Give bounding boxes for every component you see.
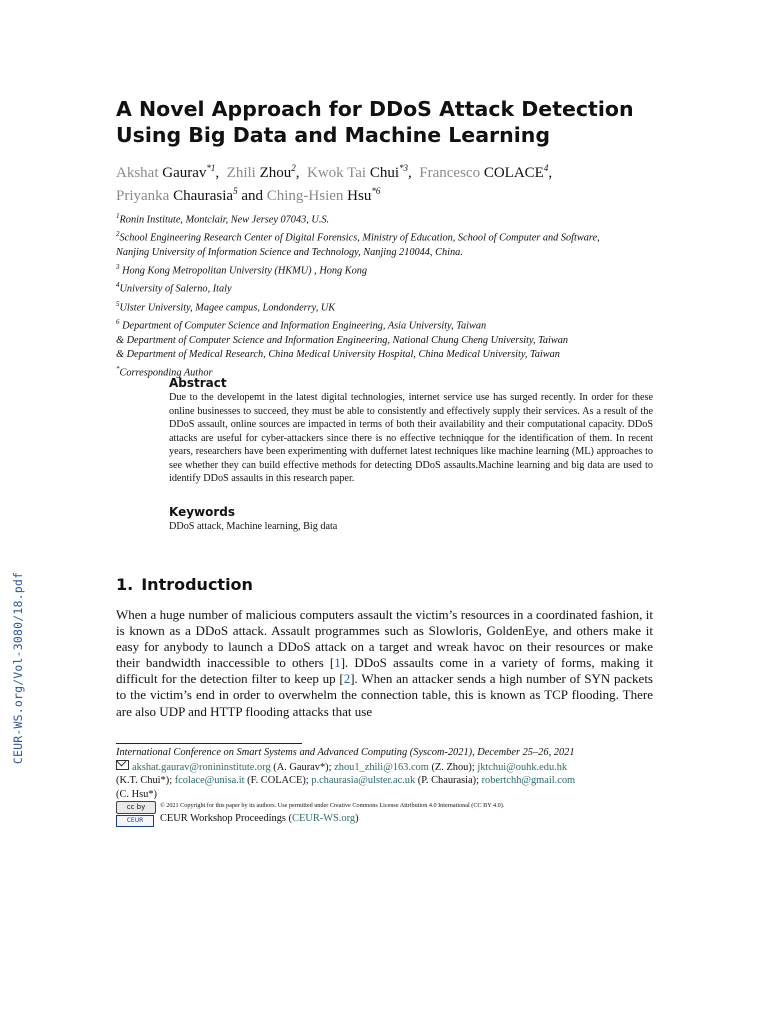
abstract-text: Due to the developemt in the latest digital technologies, internet service use has surged recently. In order for these online businesses to succeed, they must be able to consistently and effectively supply their services. As a result of the DDoS assault, online sources are impacted in terms of both their availability and their computational capacity. DDoS attacks are useful for cyber-attackers since there is no effective techniqque for the identification of them. In recent years, researchers have been experimenting with duffernet latest techniques like machine learning (ML) approaches to see whether they can build effective methods for detecting DDoS assaults.Machine learning and big data are used to identify DDoS assaults in this research paper. bbox=[169, 392, 653, 484]
affiliation: $^6$ Department of Computer Science and Information Engineering, Asia University, Taiwan bbox=[116, 318, 487, 332]
author: Kwok Tai Chui$^{*3}$ bbox=[307, 163, 409, 181]
affiliation: $^2$School Engineering Research Center of Digital Forensics, Ministry of Education, School of Computer and Software, bbox=[116, 230, 600, 244]
introduction-paragraph: When a huge number of malicious computers assault the victim’s resources in a coordinated fashion, it is known as a DDoS attack. Assault programmes such as Slowloris, GoldenEye, and others make it easy for anybody to launch a DDoS attack on a target and wreak havoc on their resources or make their bandwidth inaccessible to others [1]. DDoS assaults come in a variety of forms, making it difficult for the detection filter to keep up [2]. When an attacker sends a high number of SYN packets to the victim’s end in order to overwhelm the connection table, this is known as TCP flooding. There are also UDP and HTTP flooding attacks that use bbox=[116, 607, 653, 719]
proceedings-text: CEUR Workshop Proceedings (CEUR-WS.org) bbox=[160, 813, 359, 824]
conference-note: International Conference on Smart Systems and Advanced Computing (Syscom-2021), December 25–26, 2021 bbox=[116, 747, 575, 758]
author-conjunction: and bbox=[241, 187, 263, 204]
footnote-divider bbox=[116, 743, 302, 744]
email-link[interactable]: zhou1_zhili@163.com bbox=[334, 761, 429, 773]
cc-license-icon[interactable]: cc by bbox=[116, 801, 156, 814]
author: Priyanka Chaurasia$^5$ bbox=[116, 185, 238, 204]
affiliation: $^1$Ronin Institute, Montclair, New Jersey 07043, U.S. bbox=[116, 212, 330, 226]
section-heading-introduction bbox=[116, 575, 253, 595]
abstract-block bbox=[169, 376, 653, 486]
affiliation: & Department of Computer Science and Information Engineering, National Chung Cheng University, Taiwan bbox=[116, 334, 569, 346]
author: Francesco COLACE$^4$ bbox=[419, 163, 549, 181]
keywords-heading: Keywords bbox=[169, 505, 236, 519]
envelope-icon bbox=[116, 760, 129, 770]
affiliation: $^4$University of Salerno, Italy bbox=[116, 281, 232, 295]
citation-link[interactable]: 1 bbox=[334, 655, 341, 671]
section-title: Introduction bbox=[141, 575, 253, 594]
author: Ching-Hsien Hsu$^{*6}$ bbox=[266, 185, 381, 204]
proceedings-link[interactable]: CEUR-WS.org bbox=[292, 813, 356, 824]
email-link[interactable]: robertchh@gmail.com bbox=[481, 775, 576, 787]
affiliation: $^5$Ulster University, Magee campus, Londonderry, UK bbox=[116, 299, 336, 314]
footnotes-block bbox=[116, 746, 656, 801]
author: Zhili Zhou$^2$ bbox=[226, 163, 296, 181]
affiliation: & Department of Medical Research, China Medical University Hospital, China Medical University, Taiwan bbox=[116, 348, 560, 360]
corresponding-author-note: *Corresponding Author bbox=[116, 364, 213, 378]
affiliation: $^3$ Hong Kong Metropolitan University (HKMU) , Hong Kong bbox=[116, 262, 368, 277]
arxiv-sidebar-identifier bbox=[10, 572, 26, 764]
section-number: 1. bbox=[116, 575, 134, 594]
ceur-logo-icon: CEUR bbox=[116, 815, 154, 827]
keywords-text: DDoS attack, Machine learning, Big data bbox=[169, 521, 338, 532]
email-link[interactable]: jktchui@ouhk.edu.hk bbox=[477, 761, 568, 773]
email-link[interactable]: p.chaurasia@ulster.ac.uk bbox=[311, 775, 416, 787]
citation-link[interactable]: 2 bbox=[343, 671, 351, 687]
keywords-block bbox=[169, 505, 653, 534]
affiliation: Nanjing University of Information Science and Technology, Nanjing 210044, China. bbox=[116, 246, 463, 258]
email-link[interactable]: akshat.gaurav@ronininstitute.org bbox=[132, 761, 271, 773]
affiliation-list bbox=[116, 209, 676, 380]
author-list: Akshat Gaurav$^{*1}$, Zhili Zhou$^2$, Kwok Tai Chui$^{*3}$, Francesco COLACE$^4$, Priyanka Chaurasia$^5$ and Ching-Hsien Hsu$^{*6}$ bbox=[116, 163, 553, 204]
proceedings-row bbox=[116, 812, 656, 828]
sidebar-url-text[interactable]: CEUR-WS.org/Vol-3080/18.pdf bbox=[11, 571, 25, 765]
abstract-heading: Abstract bbox=[169, 376, 227, 390]
paper-title: A Novel Approach for DDoS Attack Detection Using Big Data and Machine Learning bbox=[116, 97, 634, 147]
email-link[interactable]: fcolace@unisa.it bbox=[174, 775, 245, 787]
email-list: akshat.gaurav@ronininstitute.org (A. Gaurav*); zhou1_zhili@163.com (Z. Zhou); jktchui@ouhk.edu.hk (K.T. Chui*); fcolace@unisa.it (F. COLACE); p.chaurasia@ulster.ac.uk (P. Chaurasia); robertchh@gmail.com (C. Hsu*) bbox=[116, 761, 576, 800]
author: Akshat Gaurav$^{*1}$ bbox=[116, 163, 216, 181]
license-text: © 2021 Copyright for this paper by its authors. Use permitted under Creative Commons License Attribution 4.0 International (CC BY 4.0). bbox=[160, 802, 505, 809]
